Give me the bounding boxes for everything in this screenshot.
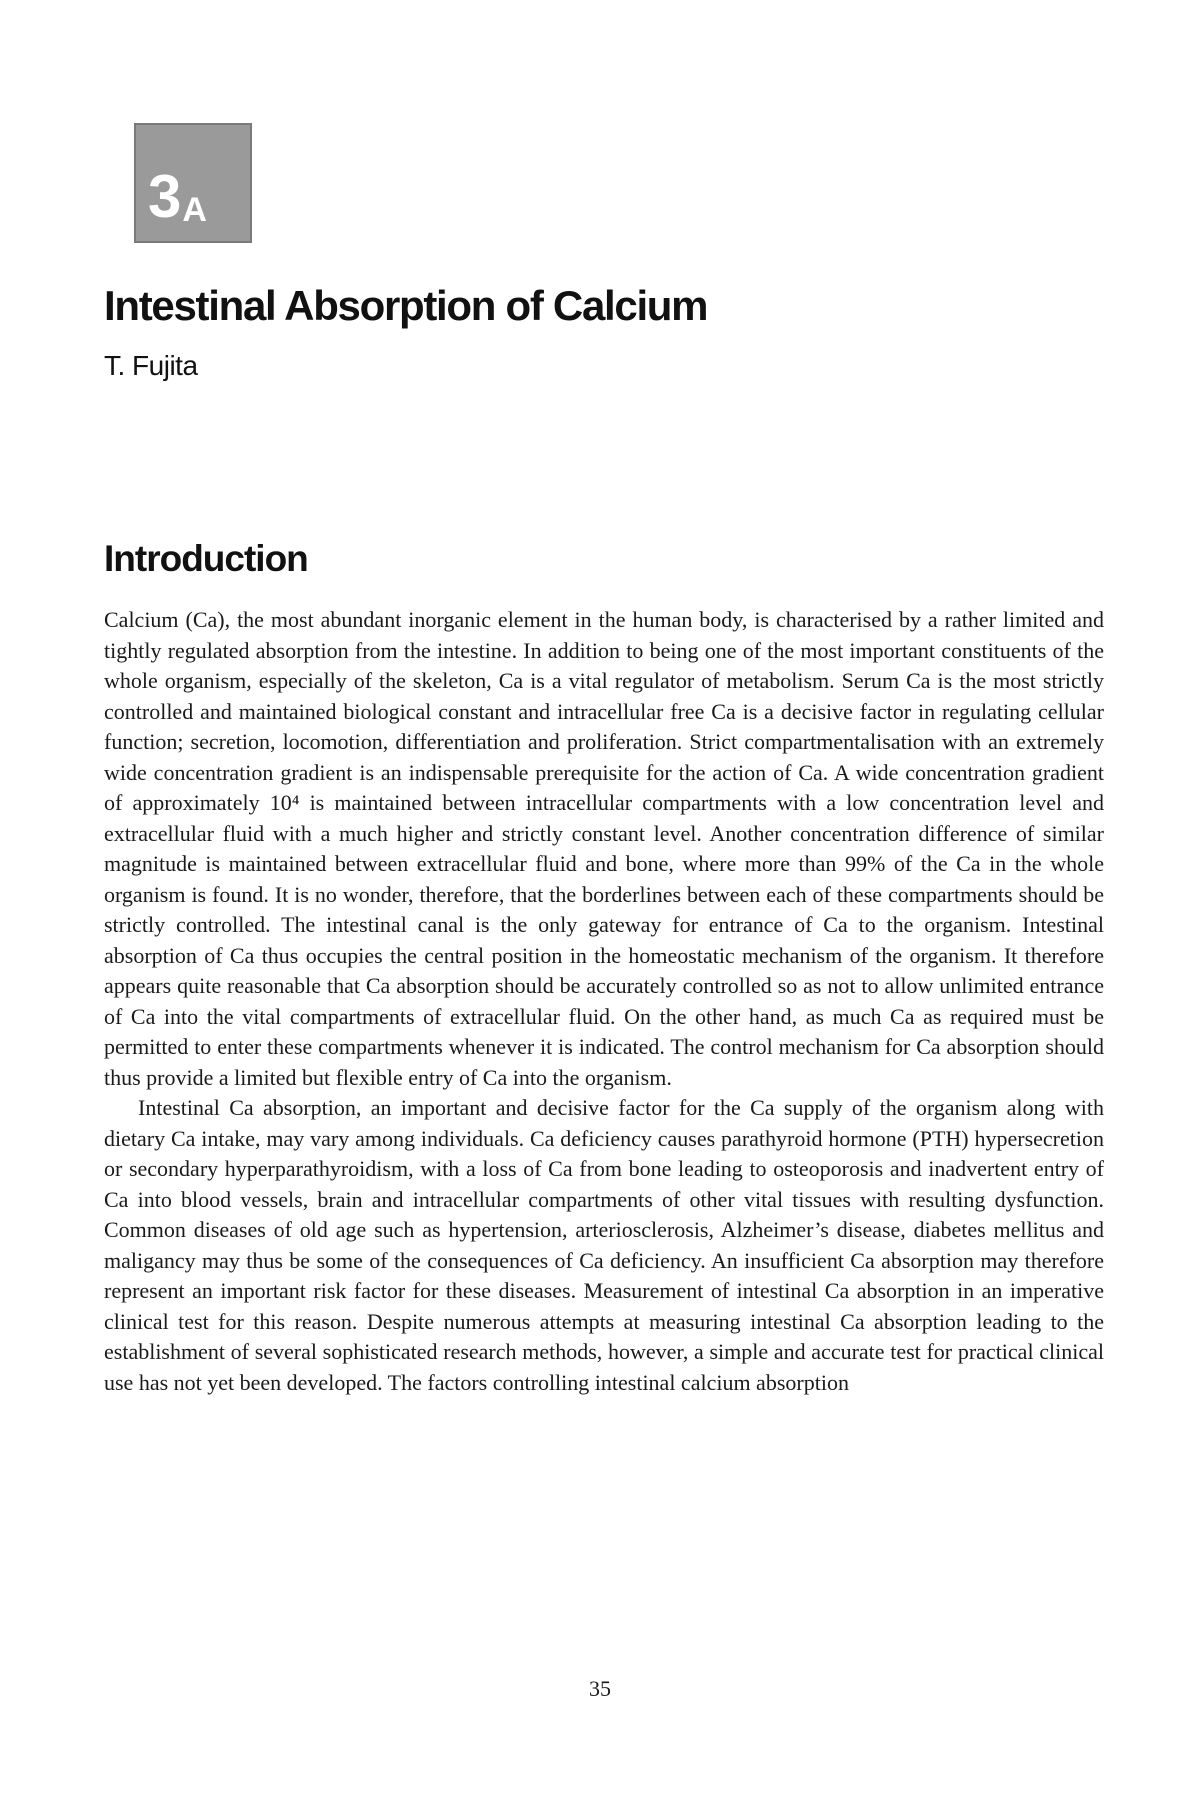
paragraph-1: Calcium (Ca), the most abundant inorganic element in the human body, is characterised by a rather limited and tightly regulated absorption from the intestine. In addition to being one of the most important constituents of the whole organism, especially of the skeleton, Ca is a vital regulator of metabolism. Serum Ca is the most strictly controlled and maintained biological constant and intracellular free Ca is a decisive factor in regulating cellular function; secretion, locomotion, differentiation and proliferation. Strict compartmentalisation with an extremely wide concentration gradient is an indispensable prerequisite for the action of Ca. A wide concentration gradient of approximately 10⁴ is maintained between intracellular compartments with a low concentration level and extracellular fluid with a much higher and strictly constant level. Another concentration difference of similar magnitude is maintained between extracellular fluid and bone, where more than 99% of the Ca in the whole organism is found. It is no wonder, therefore, that the borderlines between each of these compartments should be strictly controlled. The intestinal canal is the only gateway for entrance of Ca to the organism. Intestinal absorption of Ca thus occupies the central position in the homeostatic mechanism of the organism. It therefore appears quite reasonable that Ca absorption should be accurately controlled so as not to allow unlimited entrance of Ca into the vital compartments of extracellular fluid. On the other hand, as much Ca as required must be permitted to enter these compartments whenever it is indicated. The control mechanism for Ca absorption should thus provide a limited but flexible entry of Ca into the organism. xyxy=(104,607,1104,1090)
chapter-title: Intestinal Absorption of Calcium xyxy=(104,282,708,329)
page-number: 35 xyxy=(589,1676,611,1701)
chapter-number: 3 xyxy=(148,163,181,230)
paragraph-2: Intestinal Ca absorption, an important and decisive factor for the Ca supply of the organism along with dietary Ca intake, may vary among individuals. Ca deficiency causes parathyroid hormone (PTH) hypersecretion or secondary hyperparathyroidism, with a loss of Ca from bone leading to osteoporosis and inadvertent entry of Ca into blood vessels, brain and intracellular compartments of other vital tissues with resulting dysfunction. Common diseases of old age such as hypertension, arteriosclerosis, Alzheimer’s disease, diabetes mellitus and maligancy may thus be some of the consequences of Ca deficiency. An insufficient Ca absorption may therefore represent an important risk factor for these diseases. Measurement of intestinal Ca absorption in an imperative clinical test for this reason. Despite numerous attempts at measuring intestinal Ca absorption leading to the establishment of several sophisticated research methods, however, a simple and accurate test for practical clinical use has not yet been developed. The factors controlling intestinal calcium absorption xyxy=(104,1095,1104,1395)
author-name: T. Fujita xyxy=(104,350,198,381)
section-heading: Introduction xyxy=(104,538,308,579)
body-text xyxy=(104,605,1104,1398)
chapter-letter: A xyxy=(182,191,207,229)
chapter-badge xyxy=(134,123,252,243)
